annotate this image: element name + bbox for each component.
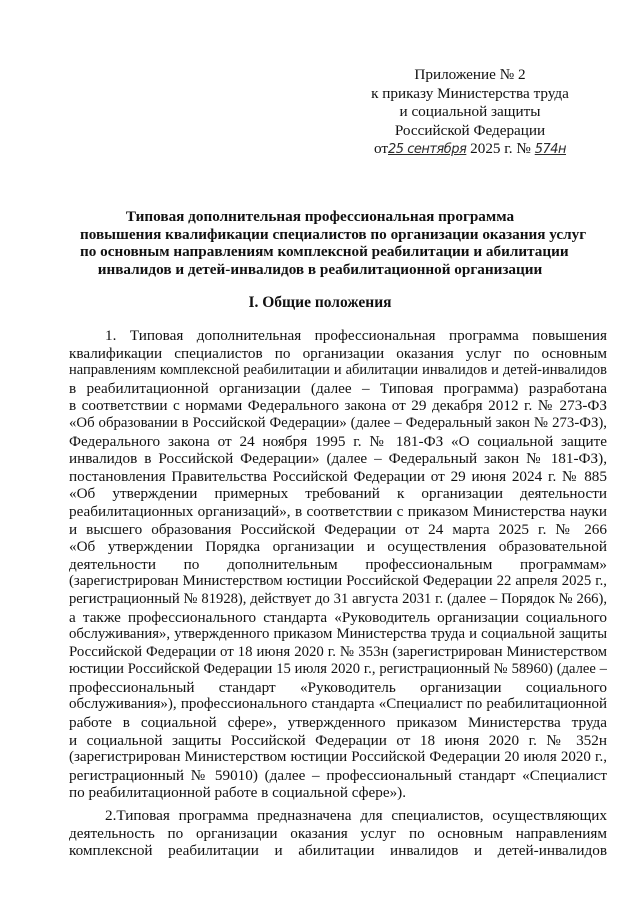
document-title [80,208,587,278]
body-line: в соответствии с нормами Федерального закона от 29 декабря 2012 г. № 273-ФЗ [69,397,607,415]
title-line: Типовая дополнительная профессиональная программа [125,208,515,225]
body-line: а также профессионального стандарта «Руководитель организации социального [69,608,607,626]
appendix-order-ref: к приказу Министерства труда [371,84,569,102]
body-line: 1. Типовая дополнительная профессиональная программа повышения [105,327,607,344]
title-line: инвалидов и детей-инвалидов в реабилитационной организации [97,260,543,278]
body-line: реабилитационных организаций», в соответствии с приказом Министерства науки [69,502,607,520]
body-line: Федерального закона от 24 ноября 1995 г. № 181-ФЗ «О социальной защите [69,432,607,450]
body-line: квалификации специалистов по организации оказания услуг по основным [69,344,607,362]
body-line: комплексной реабилитации и абилитации инвалидов и детей-инвалидов [69,842,607,860]
appendix-number: Приложение № 2 [414,66,526,83]
appendix-date-line [340,140,600,160]
appendix-block [340,66,600,160]
date-prefix: от [373,140,389,158]
body-line: и высшего образования Российской Федерации от 24 марта 2025 г. № 266 [69,520,607,538]
handwritten-date: 25 сентября [388,142,467,158]
body-line: юстиции Российской Федерации 15 июля 2020 г., регистрационный № 58960) (далее – [69,661,607,678]
title-line: по основным направлениям комплексной реабилитации и абилитации [80,243,569,261]
appendix-ministry: и социальной защиты [399,103,541,121]
appendix-country: Российской Федерации [394,121,546,139]
body-line: и социальной защиты Российской Федерации от 18 июня 2020 г. № 352н [69,731,607,749]
title-line: повышения квалификации специалистов по организации оказания услуг [80,225,587,243]
body-line: обслуживания», утвержденного приказом Министерства труда и социальной защиты [69,626,607,643]
body-line: деятельности по дополнительным профессиональным программам» [69,555,607,573]
body-line: Российской Федерации от 18 июня 2020 г. № 353н (зарегистрирован Министерством [69,643,607,660]
body-line: постановления Правительства Российской Федерации от 29 июня 2024 г. № 885 [69,467,607,485]
body-line: «Об образовании в Российской Федерации» (далее – Федеральный закон № 273-ФЗ), [69,414,607,431]
body-line: по реабилитационной работе в социальной сфере»). [69,784,407,802]
body-line: регистрационный № 81928), действует до 31 августа 2031 г. (далее – Порядок № 266), [69,590,607,607]
body-line: работе в социальной сфере», утвержденного приказом Министерства труда [69,714,607,732]
section-heading: I. Общие положения [248,294,392,311]
body-line: инвалидов в Российской Федерации» (далее – Федеральный закон № 181-ФЗ), [69,450,607,468]
body-line: деятельность по организации оказания услуг по основным направлениям [69,824,607,842]
body-line: обслуживания»), профессионального стандарта «Специалист по реабилитационной [69,696,607,713]
body-line: «Об утверждении Порядка организации и осуществления образовательной [69,538,607,556]
body-line: (зарегистрирован Министерством юстиции Российской Федерации 20 июля 2020 г., [69,749,607,766]
body-line: регистрационный № 59010) (далее – профессиональный стандарт «Специалист [69,766,607,784]
body-line: в реабилитационной организации (далее – Типовая программа) разработана [69,379,607,397]
body-line: 2.Типовая программа предназначена для специалистов, осуществляющих [105,807,607,825]
body-line: «Об утверждении примерных требований к организации деятельности [69,485,607,503]
handwritten-number: 574н [534,142,567,158]
body-line: профессиональный стандарт «Руководитель организации социального [69,678,607,696]
document-body [69,327,607,860]
body-line: направлениям комплексной реабилитации и абилитации инвалидов и детей-инвалидов [69,362,607,379]
date-year: 2025 г. № [466,140,535,158]
body-line: (зарегистрирован Министерством юстиции Российской Федерации 22 апреля 2025 г., [69,573,607,590]
